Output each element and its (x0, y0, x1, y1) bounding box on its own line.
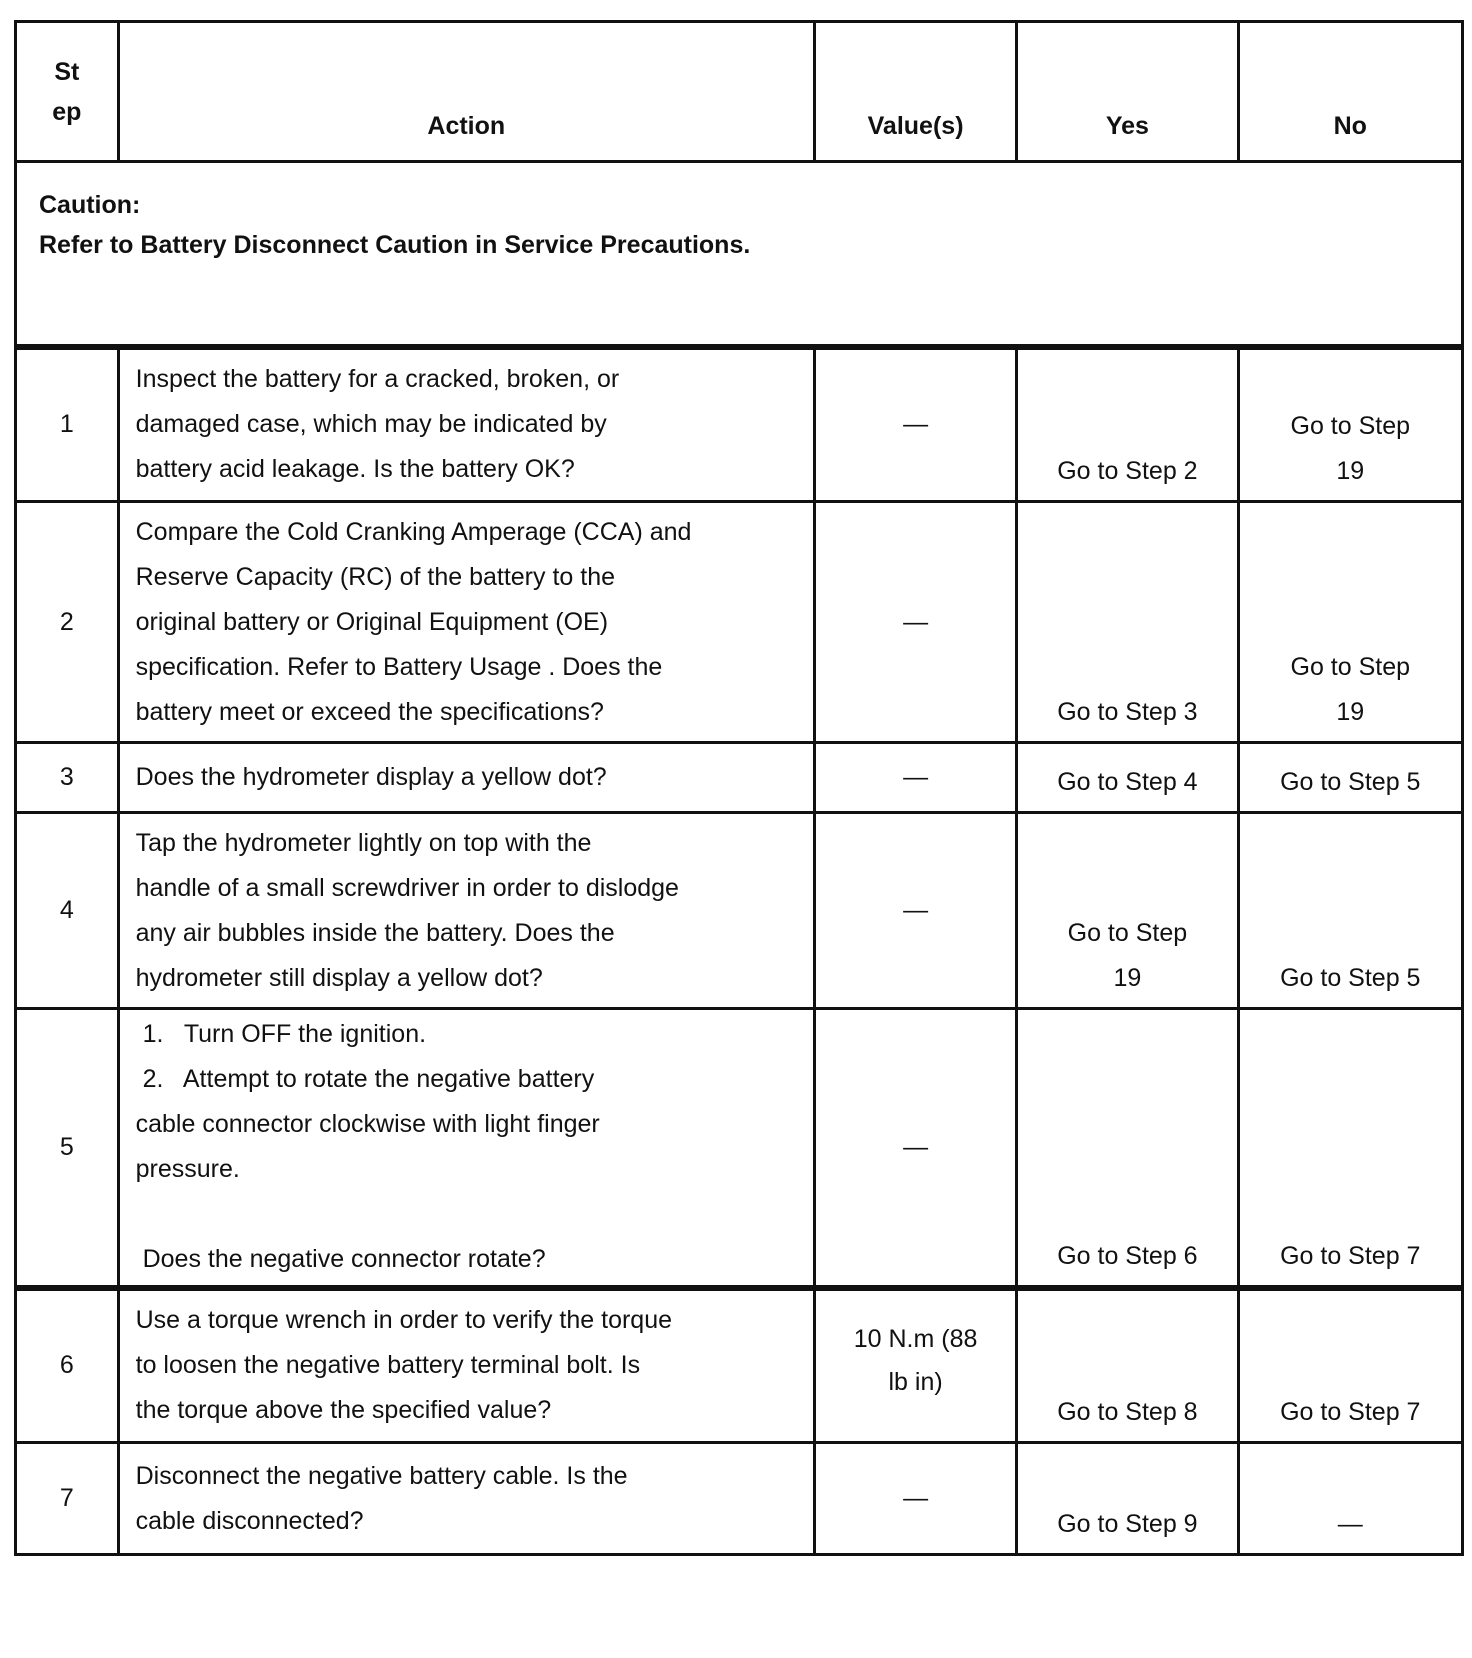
header-no: No (1238, 22, 1462, 162)
step-number: 7 (16, 1443, 119, 1555)
caution-cell (16, 162, 1463, 347)
step-number: 4 (16, 813, 119, 1009)
header-yes: Yes (1017, 22, 1238, 162)
no-link[interactable]: Go to Step 7 (1238, 1288, 1462, 1443)
value-text: — (814, 502, 1016, 743)
header-action: Action (118, 22, 814, 162)
no-link[interactable]: — (1238, 1443, 1462, 1555)
step-number: 5 (16, 1009, 119, 1288)
yes-link[interactable]: Go to Step 4 (1017, 743, 1238, 813)
action-text: Does the hydrometer display a yellow dot? (118, 743, 814, 813)
step-number: 2 (16, 502, 119, 743)
step-number: 1 (16, 347, 119, 502)
yes-link[interactable]: Go to Step 3 (1017, 502, 1238, 743)
caution-row (16, 162, 1463, 347)
table-row (16, 1009, 1463, 1288)
table-row (16, 813, 1463, 1009)
value-text: — (814, 1443, 1016, 1555)
action-text: 1. Turn OFF the ignition. 2. Attempt to rotate the negative battery cable connector clockwise with light finger pressure. Does the negative connector rotate? (118, 1009, 814, 1288)
action-text: Use a torque wrench in order to verify the torque to loosen the negative battery terminal bolt. Is the torque above the specified value? (118, 1288, 814, 1443)
table-row (16, 347, 1463, 502)
step-number: 6 (16, 1288, 119, 1443)
no-link[interactable]: Go to Step 5 (1238, 743, 1462, 813)
action-text: Compare the Cold Cranking Amperage (CCA) and Reserve Capacity (RC) of the battery to the original battery or Original Equipment (OE) specification. Refer to Battery Usage . Does the battery meet or exceed the specifications? (118, 502, 814, 743)
step-number: 3 (16, 743, 119, 813)
action-text: Disconnect the negative battery cable. Is the cable disconnected? (118, 1443, 814, 1555)
caution-text: Refer to Battery Disconnect Caution in Service Precautions. (39, 231, 751, 259)
yes-link[interactable]: Go to Step 9 (1017, 1443, 1238, 1555)
no-link[interactable]: Go to Step 7 (1238, 1009, 1462, 1288)
yes-link[interactable]: Go to Step 19 (1017, 813, 1238, 1009)
action-text: Inspect the battery for a cracked, broken, or damaged case, which may be indicated by battery acid leakage. Is the battery OK? (118, 347, 814, 502)
no-link[interactable]: Go to Step 19 (1238, 347, 1462, 502)
value-text: — (814, 743, 1016, 813)
no-link[interactable]: Go to Step 5 (1238, 813, 1462, 1009)
action-text: Tap the hydrometer lightly on top with the handle of a small screwdriver in order to dislodge any air bubbles inside the battery. Does the hydrometer still display a yellow dot? (118, 813, 814, 1009)
value-text: — (814, 1009, 1016, 1288)
caution-label: Caution: (39, 191, 141, 219)
header-row (16, 22, 1463, 162)
yes-link[interactable]: Go to Step 8 (1017, 1288, 1238, 1443)
header-step: St ep (16, 22, 119, 162)
table-row (16, 1443, 1463, 1555)
header-values: Value(s) (814, 22, 1016, 162)
value-text: — (814, 347, 1016, 502)
value-text: 10 N.m (88 lb in) (814, 1288, 1016, 1443)
value-text: — (814, 813, 1016, 1009)
table-row (16, 1288, 1463, 1443)
yes-link[interactable]: Go to Step 6 (1017, 1009, 1238, 1288)
yes-link[interactable]: Go to Step 2 (1017, 347, 1238, 502)
diagnostic-table (14, 20, 1464, 1556)
table-row (16, 502, 1463, 743)
table-row (16, 743, 1463, 813)
no-link[interactable]: Go to Step 19 (1238, 502, 1462, 743)
